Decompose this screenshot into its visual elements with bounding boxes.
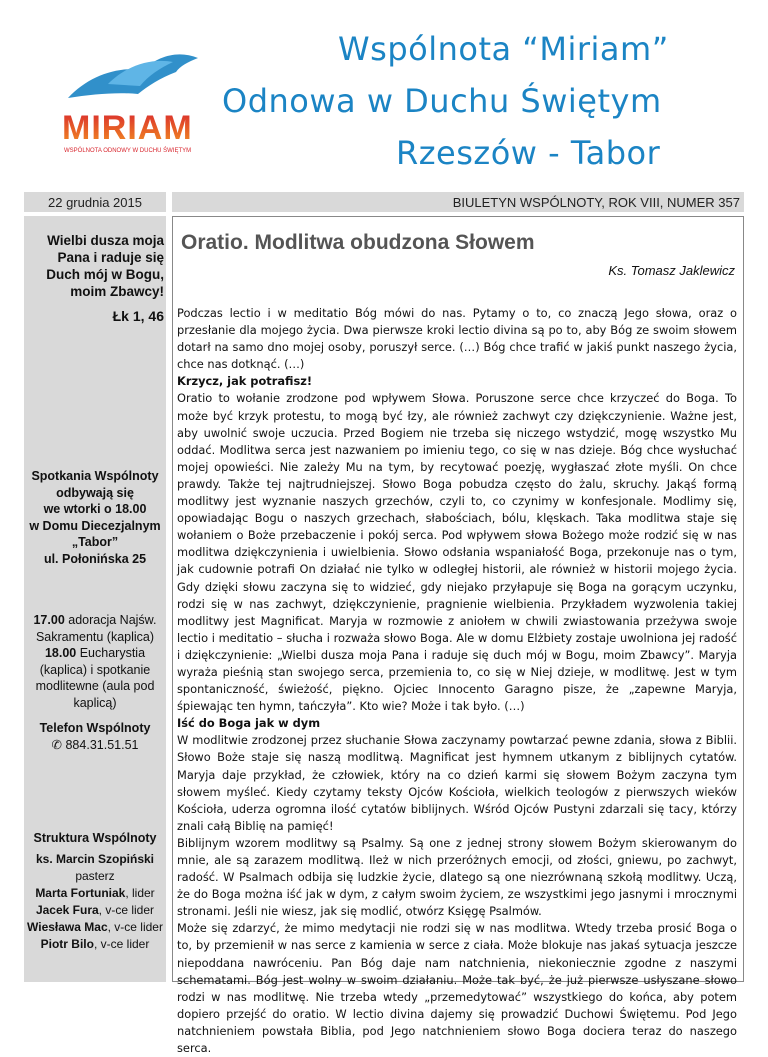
- structure-info: [24, 830, 166, 953]
- phone-icon: ✆: [51, 737, 62, 752]
- article-subheading: Krzycz, jak potrafisz!: [177, 374, 313, 389]
- schedule-info: [24, 612, 166, 711]
- sidebar-quote: Wielbi dusza moja Pana i raduje się Duch mój w Bogu, moim Zbawcy!: [46, 233, 164, 299]
- article-body: [177, 305, 737, 1057]
- issue-date: 22 grudnia 2015: [48, 194, 142, 210]
- meetings-line: odbywają się: [56, 485, 134, 500]
- meetings-info: [24, 468, 166, 567]
- article-paragraph: Podczas lectio i w meditatio Bóg mówi do nas. Pytamy o to, co znaczą Jego słowa, oraz o przesłanie dla mojego życia. Dwa pierwsze kroki lectio divina są po to, aby Bóg ze swoim słowem dotarł na samo dno mojej osoby, poruszył serce. (…) Bóg chce trafić w jakiś punkt naszego życia, chce nas dotknąć. (…): [177, 306, 737, 372]
- phone-title: Telefon Wspólnoty: [39, 721, 151, 735]
- header-title-line3: Rzeszów - Tabor: [396, 134, 661, 172]
- article-subheading: Iść do Boga jak w dym: [177, 716, 321, 731]
- date-bar: [24, 192, 166, 212]
- schedule-time: 18.00: [44, 646, 77, 660]
- schedule-item: Eucharystia (kaplica) i spotkanie modlitewne (aula pod kaplicą): [35, 646, 155, 710]
- bulletin-info: BIULETYN WSPÓLNOTY, ROK VIII, NUMER 357: [452, 194, 740, 210]
- meetings-line: Spotkania Wspólnoty: [31, 469, 159, 483]
- article-paragraph: Biblijnym wzorem modlitwy są Psalmy. Są one z jednej strony słowem Bożym skierowanym do mnie, ale są zarazem modlitwą. Ileż w nich przeróżnych emocji, od złości, gniewu, po zachwyt, radość. W Psalmach odbija się ludzkie życie, dlatego są one niezrównaną szkołą modlitwy. Uczą, że do Boga można iść jak w dym, z całym swoim życiem, ze wszystkimi jego jasnymi i mrocznymi stronami. Jeśli nie wiesz, jak się modlić, otwórz Księgę Psalmów.: [177, 835, 737, 919]
- phone-line: [24, 737, 166, 754]
- structure-entry-role: pasterz: [75, 869, 115, 883]
- article-paragraph: Może się zdarzyć, że mimo medytacji nie rodzi się w nas modlitwa. Wtedy trzeba prosić Boga o to, by przemienił w nas serce z kamienia w serce z ciała. Może blokuje nas jakaś sytuacja jeszcze niepoddana nawróceniu. Pan Bóg daje nam natchnienia, niekoniecznie zgodne z naszymi schematami. Bóg jest wolny w swoim działaniu. Może tak być, że już pierwsze usłyszane słowo rodzi w nas modlitwę. Nie trzeba wtedy „przemedytować” wszystkiego do końca, aby potem dopiero przejść do oratio. W lectio divina dajemy się prowadzić Duchowi Świętemu. Pod Jego natchnieniem powstała Biblia, pod Jego natchnieniem słowo Boga dociera teraz do naszego serca.: [177, 921, 737, 1056]
- article-paragraph: Oratio to wołanie zrodzone pod wpływem Słowa. Poruszone serce chce krzyczeć do Boga. To może być krzyk protestu, to mogą być łzy, ale również zachwyt czy dziękczynienie. Ważne jest, aby uwolnić swoje uczucia. Przed Bogiem nie trzeba się niczego wstydzić, mogę wszystko Mu oddać. Modlitwa serca jest nazwaniem po imieniu tego, co się w nas dzieje. Bóg chce wysłuchać mojej opowieści. Nie zależy Mu na tym, by recytować poezję, wygłaszać złote myśli. On chce prawdy. Także tej najtrudniejszej. Słowo Boga pobudza często do żalu, skruchy. Jakąś formą modlitwy jest wyznanie naszych grzechów, czyli to, co czynimy w konfesjonale. Modlimy się, opowiadając Bogu o naszych grzechach, słabościach, bólu, klęskach. Taka modlitwa staje się wołaniem o Boże przebaczenie i pokój serca. Pod wpływem słowa Bożego może rodzić się w nas modlitwa dziękczynienia i uwielbienia. Słowo odsłania wspaniałość Boga, przekonuje nas o tym, jak cudownie potrafi On działać nie tylko w odległej historii, ale również w historii mojego życia. Gdy dzięki słowu zaczyna się to widzieć, gdy niejako przyłapuje się Boga na gorącym uczynku, rodzi się w nas zachwyt, dziękczynienie, pragnienie wielbienia. Przykładem wyzwolenia takiej modlitwy jest Magnificat. Maryja w rozmowie z aniołem w chwili zwiastowania przeżywa swoje lectio i meditatio – słucha i rozważa słowo Boga. Ale w domu Elżbiety zostaje uwolniona jej radość i dziękczynienie: „Wielbi dusza moja Pana i raduje się duch mój w Bogu, moim Zbawcy”. Maryja wyraża pieśnią stan swojego serca, przemienia to, co się w Niej dzieje, w modlitwę. Jest w tym spontaniczność, świeżość, piękno. Ojciec Innocento Garagno pisze, że „zapewne Maryja, śpiewając ten hymn, tańczyła”. Kto wie? Może i tak było. (…): [177, 391, 737, 714]
- article-author: Ks. Tomasz Jaklewicz: [608, 263, 735, 278]
- meetings-line: „Tabor”: [71, 535, 119, 549]
- header-title-line1: Wspólnota “Miriam”: [338, 30, 669, 68]
- structure-entry: Piotr Bilo, v-ce lider: [40, 937, 150, 951]
- structure-entry: Wiesława Mac, v-ce lider: [27, 920, 163, 934]
- meetings-line: we wtorki o 18.00: [43, 502, 147, 516]
- header-title-line2: Odnowa w Duchu Świętym: [222, 82, 662, 120]
- structure-entry: Jacek Fura, v-ce lider: [35, 903, 155, 917]
- logo: [48, 36, 218, 166]
- logo-subtext: WSPÓLNOTA ODNOWY W DUCHU ŚWIĘTYM: [64, 148, 192, 154]
- meetings-line: w Domu Diecezjalnym: [29, 518, 161, 533]
- article-title: Oratio. Modlitwa obudzona Słowem: [181, 231, 535, 254]
- structure-entry: ks. Marcin Szopiński: [35, 852, 155, 866]
- sidebar-quote-ref: Łk 1, 46: [112, 308, 164, 324]
- phone-number: 884.31.51.51: [65, 737, 139, 752]
- schedule-item: adoracja Najśw. Sakramentu (kaplica): [35, 613, 157, 644]
- logo-text: MIRIAM: [62, 109, 193, 147]
- phone-info: [24, 720, 166, 753]
- meetings-line: ul. Połonińska 25: [43, 551, 147, 566]
- structure-title: Struktura Wspólnoty: [33, 831, 157, 845]
- sidebar: [24, 216, 166, 982]
- article: [172, 216, 744, 1056]
- bulletin-bar: [172, 192, 744, 212]
- structure-entry: Marta Fortuniak, lider: [35, 886, 155, 900]
- article-paragraph: W modlitwie zrodzonej przez słuchanie Słowa zaczynamy powtarzać pewne zdania, słowa z Biblii. Słowo Boże staje się naszą modlitwą. Magnificat jest hymnem utkanym z biblijnych cytatów. Maryja daje przykład, że człowiek, który na co dzień karmi się słowem Bożym zaczyna tym słowem myśleć. Kiedy czytamy teksty Ojców Kościoła, wielkich teologów z pierwszych wieków Kościoła, uderza ogromna ilość cytatów biblijnych. Wśród Ojców Pustyni zdarzali się tacy, którzy znali całą Biblię na pamięć!: [177, 733, 737, 833]
- schedule-time: 17.00: [33, 613, 65, 627]
